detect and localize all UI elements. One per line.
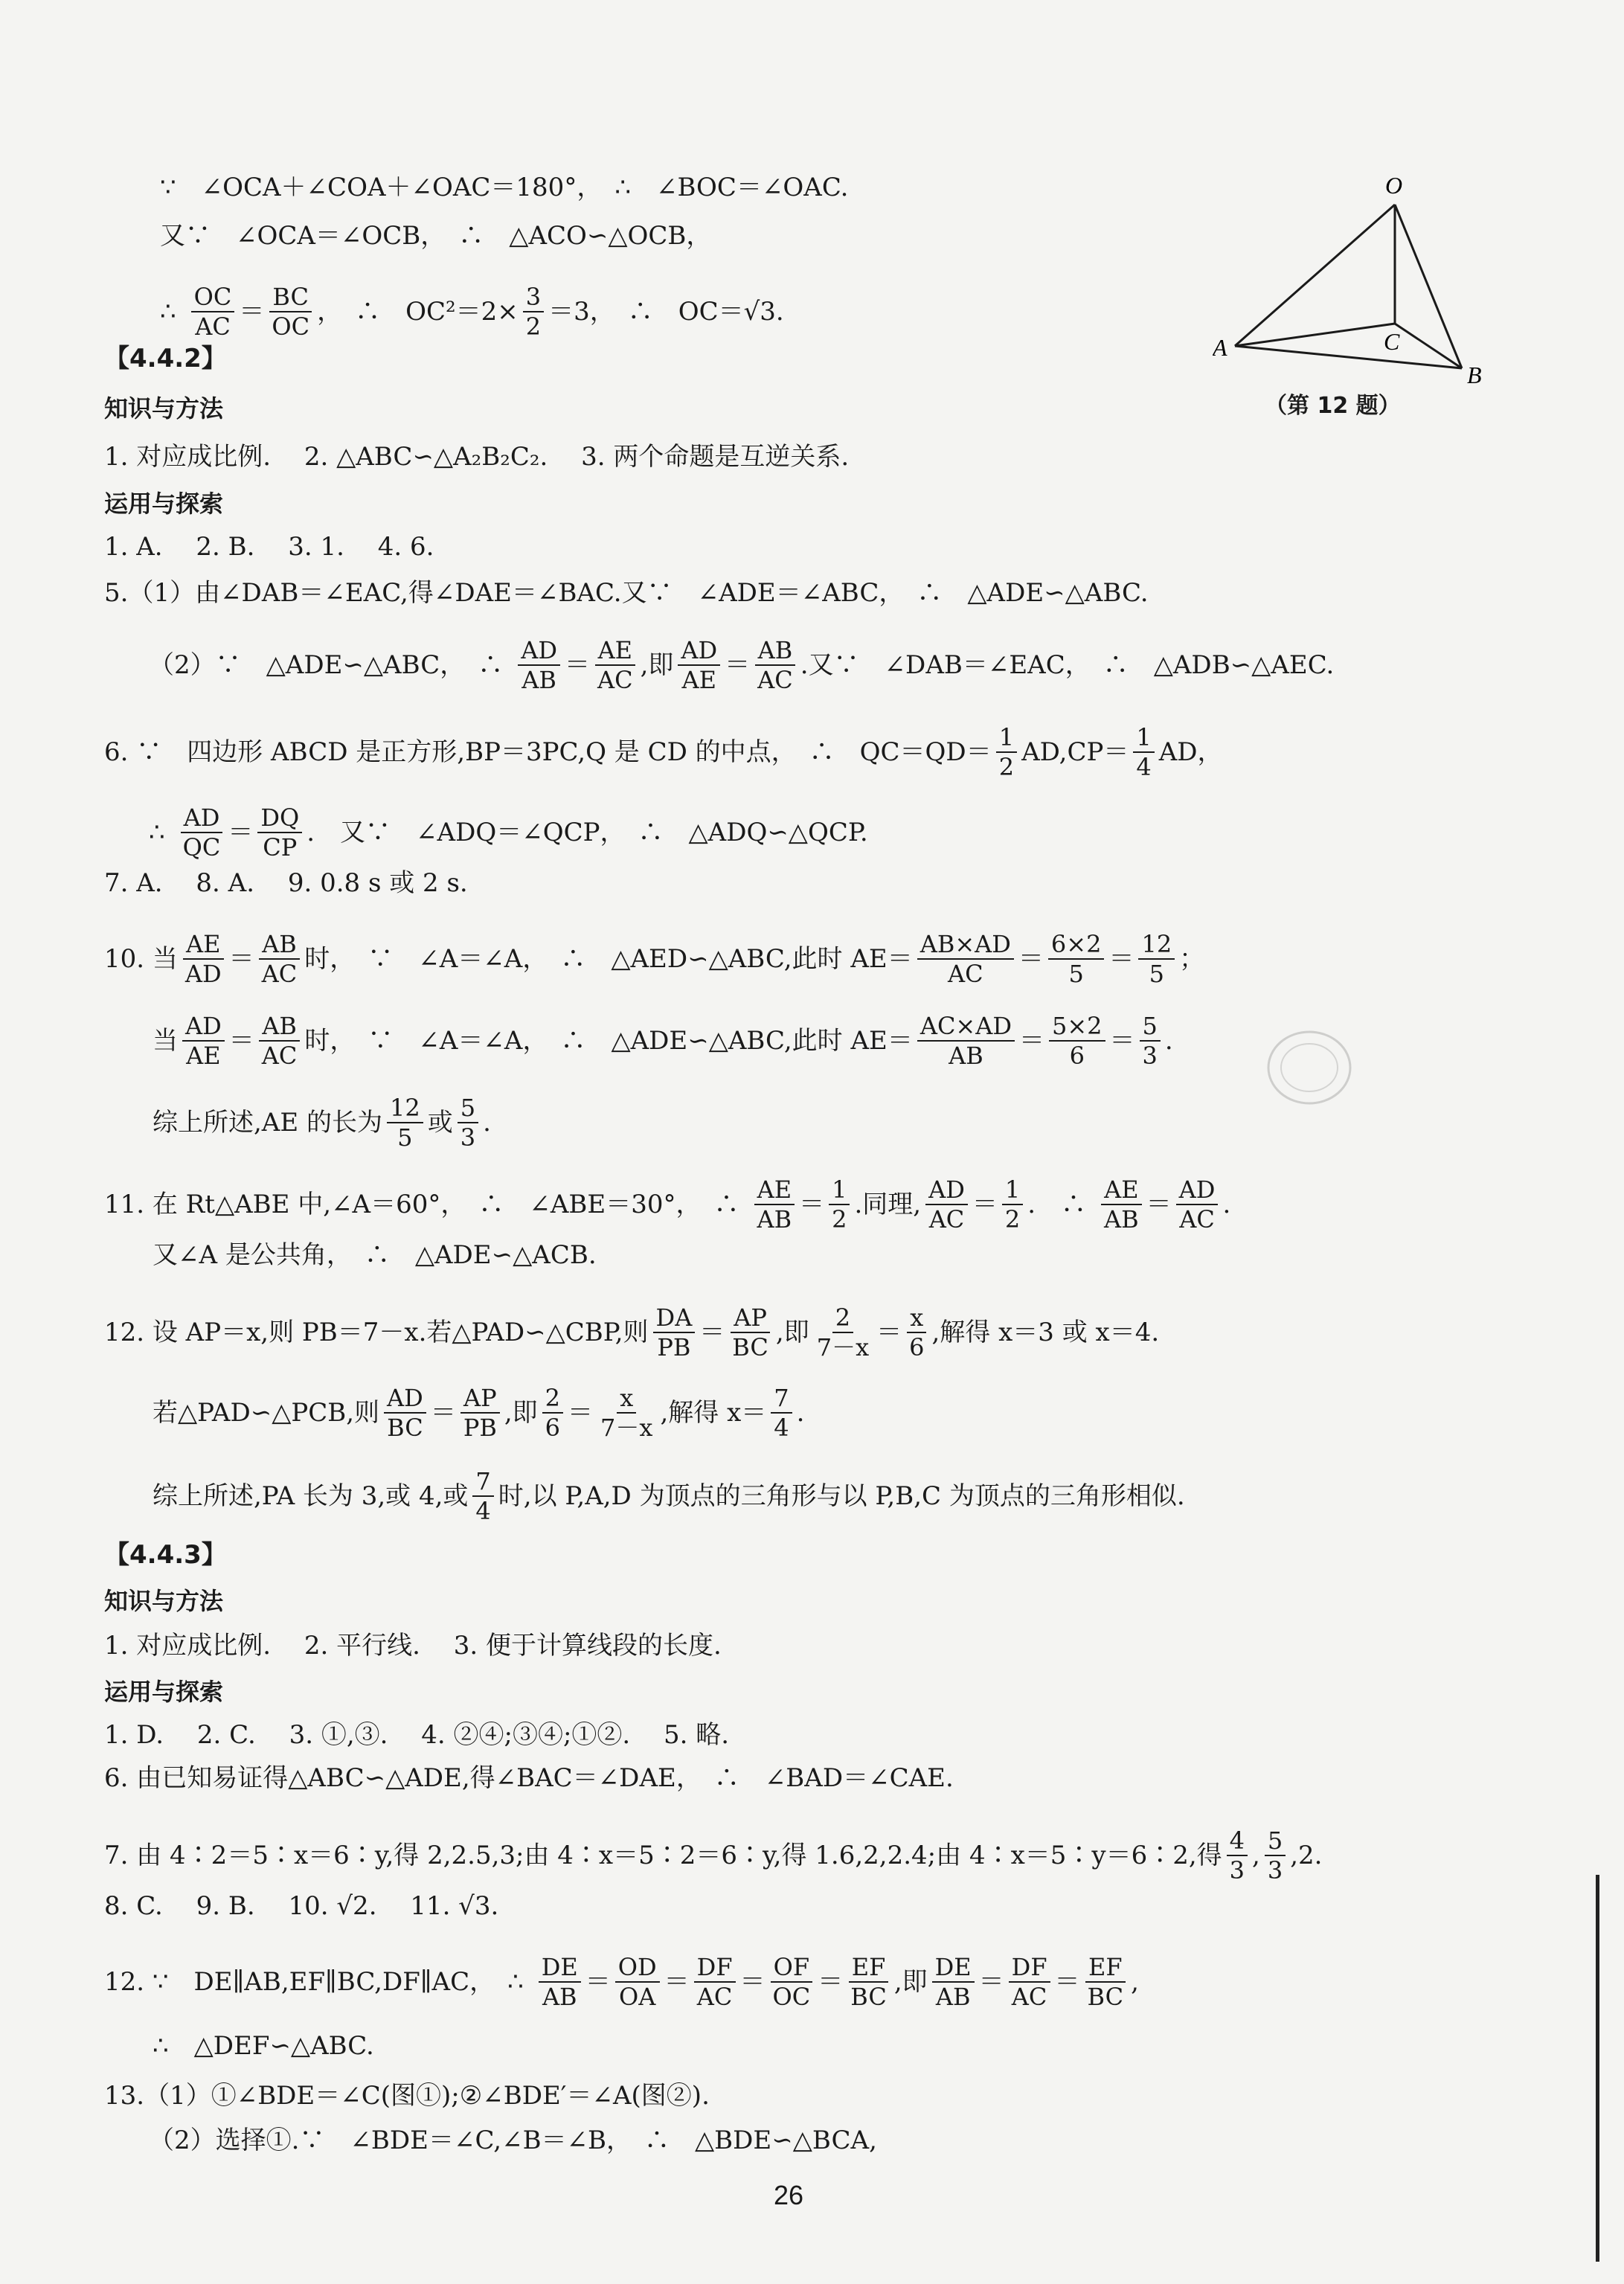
numerator: 7 xyxy=(771,1384,792,1414)
fraction xyxy=(917,930,1014,988)
numerator: AP xyxy=(731,1303,770,1333)
numerator: DQ xyxy=(257,803,302,833)
text: ， ∴ OC²＝2× xyxy=(317,297,519,327)
subsection-title: 运用与探索 xyxy=(104,490,224,518)
denominator: 5 xyxy=(1068,960,1084,988)
fraction xyxy=(387,1094,423,1152)
text: 综上所述,AE 的长为 xyxy=(153,1108,382,1138)
text: ,即 xyxy=(893,1967,928,1997)
answer-line: 1. 对应成比例. 2. 平行线. 3. 便于计算线段的长度. xyxy=(104,1631,722,1661)
fraction xyxy=(694,1953,736,2011)
text: . xyxy=(1222,1190,1231,1219)
answer-line: 1. A. 2. B. 3. 1. 4. 6. xyxy=(104,532,434,562)
denominator: AB xyxy=(757,1205,792,1234)
denominator: 3 xyxy=(460,1123,476,1152)
fraction xyxy=(1227,1826,1248,1884)
edge-OB xyxy=(1395,205,1462,368)
fraction xyxy=(597,1384,655,1442)
numerator: 1 xyxy=(1133,723,1154,753)
denominator: CP xyxy=(263,833,298,862)
denominator: OA xyxy=(619,1983,656,2011)
denominator: AB xyxy=(935,1983,971,2011)
text: 当 xyxy=(153,1026,178,1056)
denominator: BC xyxy=(732,1333,768,1361)
numerator: AD xyxy=(678,636,720,666)
numerator: AB xyxy=(259,930,300,960)
answer-line: 又∠A 是公共角， ∴ △ADE∽△ACB. xyxy=(153,1240,597,1270)
fraction xyxy=(729,1303,771,1361)
text: ∴ xyxy=(160,297,176,327)
fraction xyxy=(615,1953,660,2011)
denominator: AC xyxy=(195,312,231,341)
denominator: AB xyxy=(949,1042,983,1070)
fraction xyxy=(1138,930,1175,988)
fraction xyxy=(754,1175,795,1234)
answer-line xyxy=(104,723,1223,781)
numerator: 7 xyxy=(472,1467,493,1497)
denominator: QC xyxy=(182,833,221,862)
fraction xyxy=(1133,723,1154,781)
numerator: AE xyxy=(595,636,635,666)
text: . xyxy=(1164,1026,1173,1056)
text: 12. 设 AP＝x,则 PB＝7－x.若△PAD∽△CBP,则 xyxy=(104,1318,649,1347)
fraction xyxy=(1101,1175,1142,1234)
label-C: C xyxy=(1384,328,1400,355)
numerator: x xyxy=(617,1384,636,1414)
fraction xyxy=(518,636,560,694)
denominator: OC xyxy=(272,312,310,341)
numerator: 1 xyxy=(1002,1175,1023,1205)
numerator: AB×AD xyxy=(917,930,1014,960)
text: 10. 当 xyxy=(104,944,178,974)
numerator: AE xyxy=(1101,1175,1141,1205)
answer-line: 13.（1）①∠BDE＝∠C(图①);②∠BDE′＝∠A(图②). xyxy=(104,2081,710,2111)
fraction xyxy=(384,1384,426,1442)
fraction xyxy=(754,636,796,694)
answer-line: （2）∵ △ADE∽△ABC， ∴ $\frac{AD}{AB}$ ＝ $\frac{AE}{AC}$ ,即 $\frac{AD}{AE}$ ＝ $\frac{AB}{AC}$ .又∵ ∠DAB＝∠EAC， ∴ △ADB∽△AEC. xyxy=(149,636,1335,694)
numerator: 12 xyxy=(387,1094,423,1123)
denominator: AC xyxy=(261,1042,298,1070)
answer-line xyxy=(153,1094,491,1152)
numerator: AD xyxy=(518,636,560,666)
subsection-title: 运用与探索 xyxy=(104,1678,224,1706)
denominator: AC xyxy=(948,960,983,988)
text: .同理, xyxy=(854,1190,922,1219)
answer-line: 12. 设 AP＝x,则 PB＝7－x.若△PAD∽△CBP,则 $\frac{DA}{PB}$ ＝ $\frac{AP}{BC}$ ,即 $\frac{2}{7-x}$ ＝ $\frac{x}{6}$ ,解得 x＝3 或 x＝4. xyxy=(104,1303,1160,1361)
denominator: AB xyxy=(1104,1205,1139,1234)
numerator: DF xyxy=(694,1953,736,1983)
denominator: 2 xyxy=(1004,1205,1021,1234)
label-A: A xyxy=(1213,334,1227,361)
text: ,2. xyxy=(1290,1841,1323,1870)
numerator: 5 xyxy=(1140,1012,1161,1042)
text: , xyxy=(1252,1841,1260,1870)
fraction xyxy=(932,1953,975,2011)
text: AD， xyxy=(1158,737,1223,767)
fraction xyxy=(182,1012,225,1070)
numerator: 2 xyxy=(542,1384,563,1414)
fraction xyxy=(259,930,301,988)
text: , xyxy=(1131,1967,1139,1997)
fraction xyxy=(1049,1012,1105,1070)
denominator: AC xyxy=(261,960,298,988)
fraction xyxy=(259,1012,301,1070)
denominator: AE xyxy=(681,666,717,694)
triangle-figure xyxy=(1213,164,1495,387)
denominator: AB xyxy=(521,666,556,694)
denominator: 2 xyxy=(998,753,1015,781)
denominator: AC xyxy=(1179,1205,1215,1234)
solution-line xyxy=(160,219,711,252)
numerator: DA xyxy=(653,1303,696,1333)
fraction xyxy=(678,636,720,694)
denominator: AC xyxy=(928,1205,965,1234)
fraction xyxy=(1002,1175,1023,1234)
solution-line xyxy=(160,171,848,204)
fraction xyxy=(1176,1175,1219,1234)
label-B: B xyxy=(1467,362,1482,387)
text: 时,以 P,A,D 为顶点的三角形与以 P,B,C 为顶点的三角形相似. xyxy=(498,1481,1185,1511)
text: 又∵ ∠OCA＝∠OCB， ∴ △ACO∽△OCB， xyxy=(160,221,712,251)
text: 6. ∵ 四边形 ABCD 是正方形,BP＝3PC,Q 是 CD 的中点， ∴ QC＝QD＝ xyxy=(104,737,992,767)
text: 或 xyxy=(427,1108,453,1138)
text: ,解得 x＝3 或 x＝4. xyxy=(931,1318,1160,1347)
section-title: 【4.4.2】 xyxy=(104,344,227,373)
denominator: 6 xyxy=(909,1333,925,1361)
text: ∵ ∠OCA＋∠COA＋∠OAC＝180°， ∴ ∠BOC＝∠OAC. xyxy=(160,173,849,202)
numerator: AD xyxy=(181,803,223,833)
numerator: 2 xyxy=(832,1303,853,1333)
denominator: 4 xyxy=(774,1414,789,1442)
numerator: OD xyxy=(615,1953,660,1983)
fraction xyxy=(771,1384,792,1442)
subsection-title: 知识与方法 xyxy=(104,1587,224,1615)
fraction xyxy=(814,1303,872,1361)
fraction xyxy=(594,636,636,694)
numerator: AB xyxy=(755,636,796,666)
numerator: AE xyxy=(754,1175,795,1205)
text: .又∵ ∠DAB＝∠EAC， ∴ △ADB∽△AEC. xyxy=(800,650,1335,680)
numerator: AC×AD xyxy=(917,1012,1015,1042)
denominator: 4 xyxy=(1136,753,1152,781)
denominator: 4 xyxy=(475,1497,491,1525)
answer-line xyxy=(104,1826,1322,1884)
numerator: AD xyxy=(182,1012,225,1042)
answer-line: 12. ∵ DE∥AB,EF∥BC,DF∥AC， ∴ $\frac{DE}{AB}$ ＝ $\frac{OD}{OA}$ ＝ $\frac{DF}{AC}$ ＝ $\frac{OF}{OC}$ ＝ $\frac{EF}{BC}$ ,即 $\frac{DE}{AB}$ ＝ $\frac{DF}{AC}$ ＝ $\frac{EF}{BC}$ , xyxy=(104,1953,1139,2011)
answer-line: ∴ $\frac{AD}{QC}$ ＝ $\frac{DQ}{CP}$ . 又∵ ∠ADQ＝∠QCP， ∴ △ADQ∽△QCP. xyxy=(149,803,868,862)
denominator: AE xyxy=(186,1042,221,1070)
fraction xyxy=(182,930,225,988)
text: ,即 xyxy=(640,650,674,680)
text: 12. ∵ DE∥AB,EF∥BC,DF∥AC， ∴ xyxy=(104,1967,524,1997)
denominator: PB xyxy=(657,1333,691,1361)
numerator: x xyxy=(907,1303,926,1333)
fraction xyxy=(847,1953,890,2011)
numerator: 5×2 xyxy=(1049,1012,1105,1042)
numerator: DE xyxy=(932,1953,975,1983)
fraction xyxy=(269,283,312,341)
numerator: 1 xyxy=(996,723,1017,753)
fraction xyxy=(1265,1826,1286,1884)
denominator: 5 xyxy=(1149,960,1164,988)
label-O: O xyxy=(1385,172,1403,199)
fraction xyxy=(542,1384,563,1442)
numerator: EF xyxy=(849,1953,889,1983)
numerator: 6×2 xyxy=(1048,930,1105,960)
denominator: 3 xyxy=(1142,1042,1158,1070)
denominator: 2 xyxy=(525,312,542,341)
section-title: 【4.4.3】 xyxy=(104,1540,227,1570)
denominator: BC xyxy=(387,1414,423,1442)
fraction xyxy=(1140,1012,1161,1070)
denominator: PB xyxy=(463,1414,497,1442)
numerator: AD xyxy=(1176,1175,1219,1205)
fraction xyxy=(539,1953,581,2011)
denominator: OC xyxy=(772,1983,811,2011)
fraction xyxy=(653,1303,696,1361)
text: . ∴ xyxy=(1027,1190,1087,1219)
text: 时， ∵ ∠A＝∠A， ∴ △AED∽△ABC,此时 AE＝ xyxy=(304,944,913,974)
fraction xyxy=(925,1175,968,1234)
denominator: AB xyxy=(542,1983,577,2011)
watermark-stamp-icon xyxy=(1265,1027,1354,1109)
fraction xyxy=(770,1953,814,2011)
fraction xyxy=(257,803,302,862)
answer-line: （2）选择①.∵ ∠BDE＝∠C,∠B＝∠B， ∴ △BDE∽△BCA, xyxy=(149,2126,877,2155)
denominator: BC xyxy=(850,1983,887,2011)
numerator: 4 xyxy=(1227,1826,1248,1856)
fraction xyxy=(1009,1953,1050,2011)
text: 时， ∵ ∠A＝∠A， ∴ △ADE∽△ABC,此时 AE＝ xyxy=(304,1026,913,1056)
denominator: 7－x xyxy=(600,1414,653,1442)
numerator: DF xyxy=(1009,1953,1050,1983)
text: ,解得 x＝ xyxy=(660,1398,767,1428)
fraction xyxy=(917,1012,1015,1070)
fraction xyxy=(906,1303,927,1361)
denominator: BC xyxy=(1087,1983,1124,2011)
fraction xyxy=(472,1467,493,1525)
answer-line xyxy=(153,1467,1185,1525)
text: . 又∵ ∠ADQ＝∠QCP， ∴ △ADQ∽△QCP. xyxy=(306,818,868,847)
text: ,即 xyxy=(775,1318,809,1347)
figure-caption: （第 12 题） xyxy=(1265,393,1401,419)
numerator: 12 xyxy=(1138,930,1175,960)
edge-CA xyxy=(1235,324,1395,346)
answer-line: 8. C. 9. B. 10. √2. 11. √3. xyxy=(104,1891,499,1921)
text: ,即 xyxy=(504,1398,538,1428)
fraction xyxy=(829,1175,850,1234)
fraction xyxy=(996,723,1017,781)
denominator: 6 xyxy=(545,1414,561,1442)
denominator: AC xyxy=(757,666,793,694)
answer-line: 1. D. 2. C. 3. ①,③. 4. ②④;③④;①②. 5. 略. xyxy=(104,1720,730,1750)
text: ＝3， ∴ OC＝√3. xyxy=(548,297,784,327)
denominator: AC xyxy=(696,1983,733,2011)
numerator: AB xyxy=(259,1012,300,1042)
denominator: 3 xyxy=(1267,1856,1283,1884)
solution-line xyxy=(160,283,784,341)
numerator: 1 xyxy=(829,1175,850,1205)
denominator: 3 xyxy=(1229,1856,1245,1884)
denominator: 7－x xyxy=(816,1333,870,1361)
answer-line: 6. 由已知易证得△ABC∽△ADE,得∠BAC＝∠DAE， ∴ ∠BAD＝∠CAE. xyxy=(104,1763,954,1793)
numerator: BC xyxy=(269,283,312,312)
text: 若△PAD∽△PCB,则 xyxy=(153,1398,380,1428)
fraction xyxy=(180,803,224,862)
edge-OA xyxy=(1235,205,1395,346)
text: AD,CP＝ xyxy=(1021,737,1129,767)
fraction xyxy=(460,1384,500,1442)
text: ＝ xyxy=(239,297,265,327)
answer-line: 7. A. 8. A. 9. 0.8 s 或 2 s. xyxy=(104,868,468,898)
page-number: 26 xyxy=(774,2180,804,2210)
numerator: EF xyxy=(1085,1953,1126,1983)
answer-line: 1. 对应成比例. 2. △ABC∽△A₂B₂C₂. 3. 两个命题是互逆关系. xyxy=(104,442,850,472)
fraction xyxy=(523,283,544,341)
denominator: AC xyxy=(597,666,633,694)
numerator: 5 xyxy=(458,1094,478,1123)
numerator: AD xyxy=(925,1175,968,1205)
denominator: 6 xyxy=(1069,1042,1085,1070)
fraction xyxy=(1085,1953,1127,2011)
answer-line: 当 $\frac{AD}{AE}$ ＝ $\frac{AB}{AC}$ 时， ∵ ∠A＝∠A， ∴ △ADE∽△ABC,此时 AE＝ $\frac{AC\times AD}{AB}$ ＝ $\frac{5\times 2}{6}$ ＝ $\frac{5}{3}$ . xyxy=(153,1012,1173,1070)
subsection-title: 知识与方法 xyxy=(104,394,224,423)
fraction xyxy=(1048,930,1105,988)
denominator: 2 xyxy=(832,1205,847,1234)
denominator: AD xyxy=(184,960,222,988)
answer-line: 11. 在 Rt△ABE 中,∠A＝60°， ∴ ∠ABE＝30°， ∴ $\frac{AE}{AB}$ ＝ $\frac{1}{2}$ .同理, $\frac{AD}{AC}$ ＝ $\frac{1}{2}$ . ∴ $\frac{AE}{AB}$ ＝ $\frac{AD}{AC}$ . xyxy=(104,1175,1231,1234)
text: . xyxy=(483,1108,491,1138)
text: ； xyxy=(1179,944,1205,974)
answer-line: ∴ △DEF∽△ABC. xyxy=(153,2031,374,2061)
text: 11. 在 Rt△ABE 中,∠A＝60°， ∴ ∠ABE＝30°， ∴ xyxy=(104,1190,739,1219)
scan-edge-mark xyxy=(1596,1875,1599,2262)
fraction xyxy=(191,283,235,341)
numerator: DE xyxy=(539,1953,581,1983)
answer-line: 10. 当 $\frac{AE}{AD}$ ＝ $\frac{AB}{AC}$ 时， ∵ ∠A＝∠A， ∴ △AED∽△ABC,此时 AE＝ $\frac{AB\times AD}{AC}$ ＝ $\frac{6\times 2}{5}$ ＝ $\frac{12}{5}$ ； xyxy=(104,930,1205,988)
numerator: 5 xyxy=(1265,1826,1286,1856)
numerator: 3 xyxy=(523,283,544,312)
text: （2）∵ △ADE∽△ABC， ∴ xyxy=(149,650,504,680)
numerator: AE xyxy=(183,930,223,960)
numerator: OC xyxy=(191,283,235,312)
text: 综上所述,PA 长为 3,或 4,或 xyxy=(153,1481,469,1511)
numerator: OF xyxy=(771,1953,812,1983)
text: . xyxy=(796,1398,805,1428)
numerator: AP xyxy=(460,1384,500,1414)
denominator: AC xyxy=(1011,1983,1047,2011)
denominator: 5 xyxy=(397,1123,413,1152)
text: ∴ xyxy=(149,818,165,847)
text: 7. 由 4∶2＝5∶x＝6∶y,得 2,2.5,3;由 4∶x＝5∶2＝6∶y,得 1.6,2,2.4;由 4∶x＝5∶y＝6∶2,得 xyxy=(104,1841,1222,1870)
fraction xyxy=(458,1094,478,1152)
numerator: AD xyxy=(384,1384,426,1414)
edge-AB xyxy=(1235,346,1462,368)
answer-line: 若△PAD∽△PCB,则 $\frac{AD}{BC}$ ＝ $\frac{AP}{PB}$ ,即 $\frac{2}{6}$ ＝ $\frac{x}{7-x}$ ,解得 x＝ $\frac{7}{4}$ . xyxy=(153,1384,805,1442)
answer-line: 5.（1）由∠DAB＝∠EAC,得∠DAE＝∠BAC.又∵ ∠ADE＝∠ABC， ∴ △ADE∽△ABC. xyxy=(104,578,1149,608)
